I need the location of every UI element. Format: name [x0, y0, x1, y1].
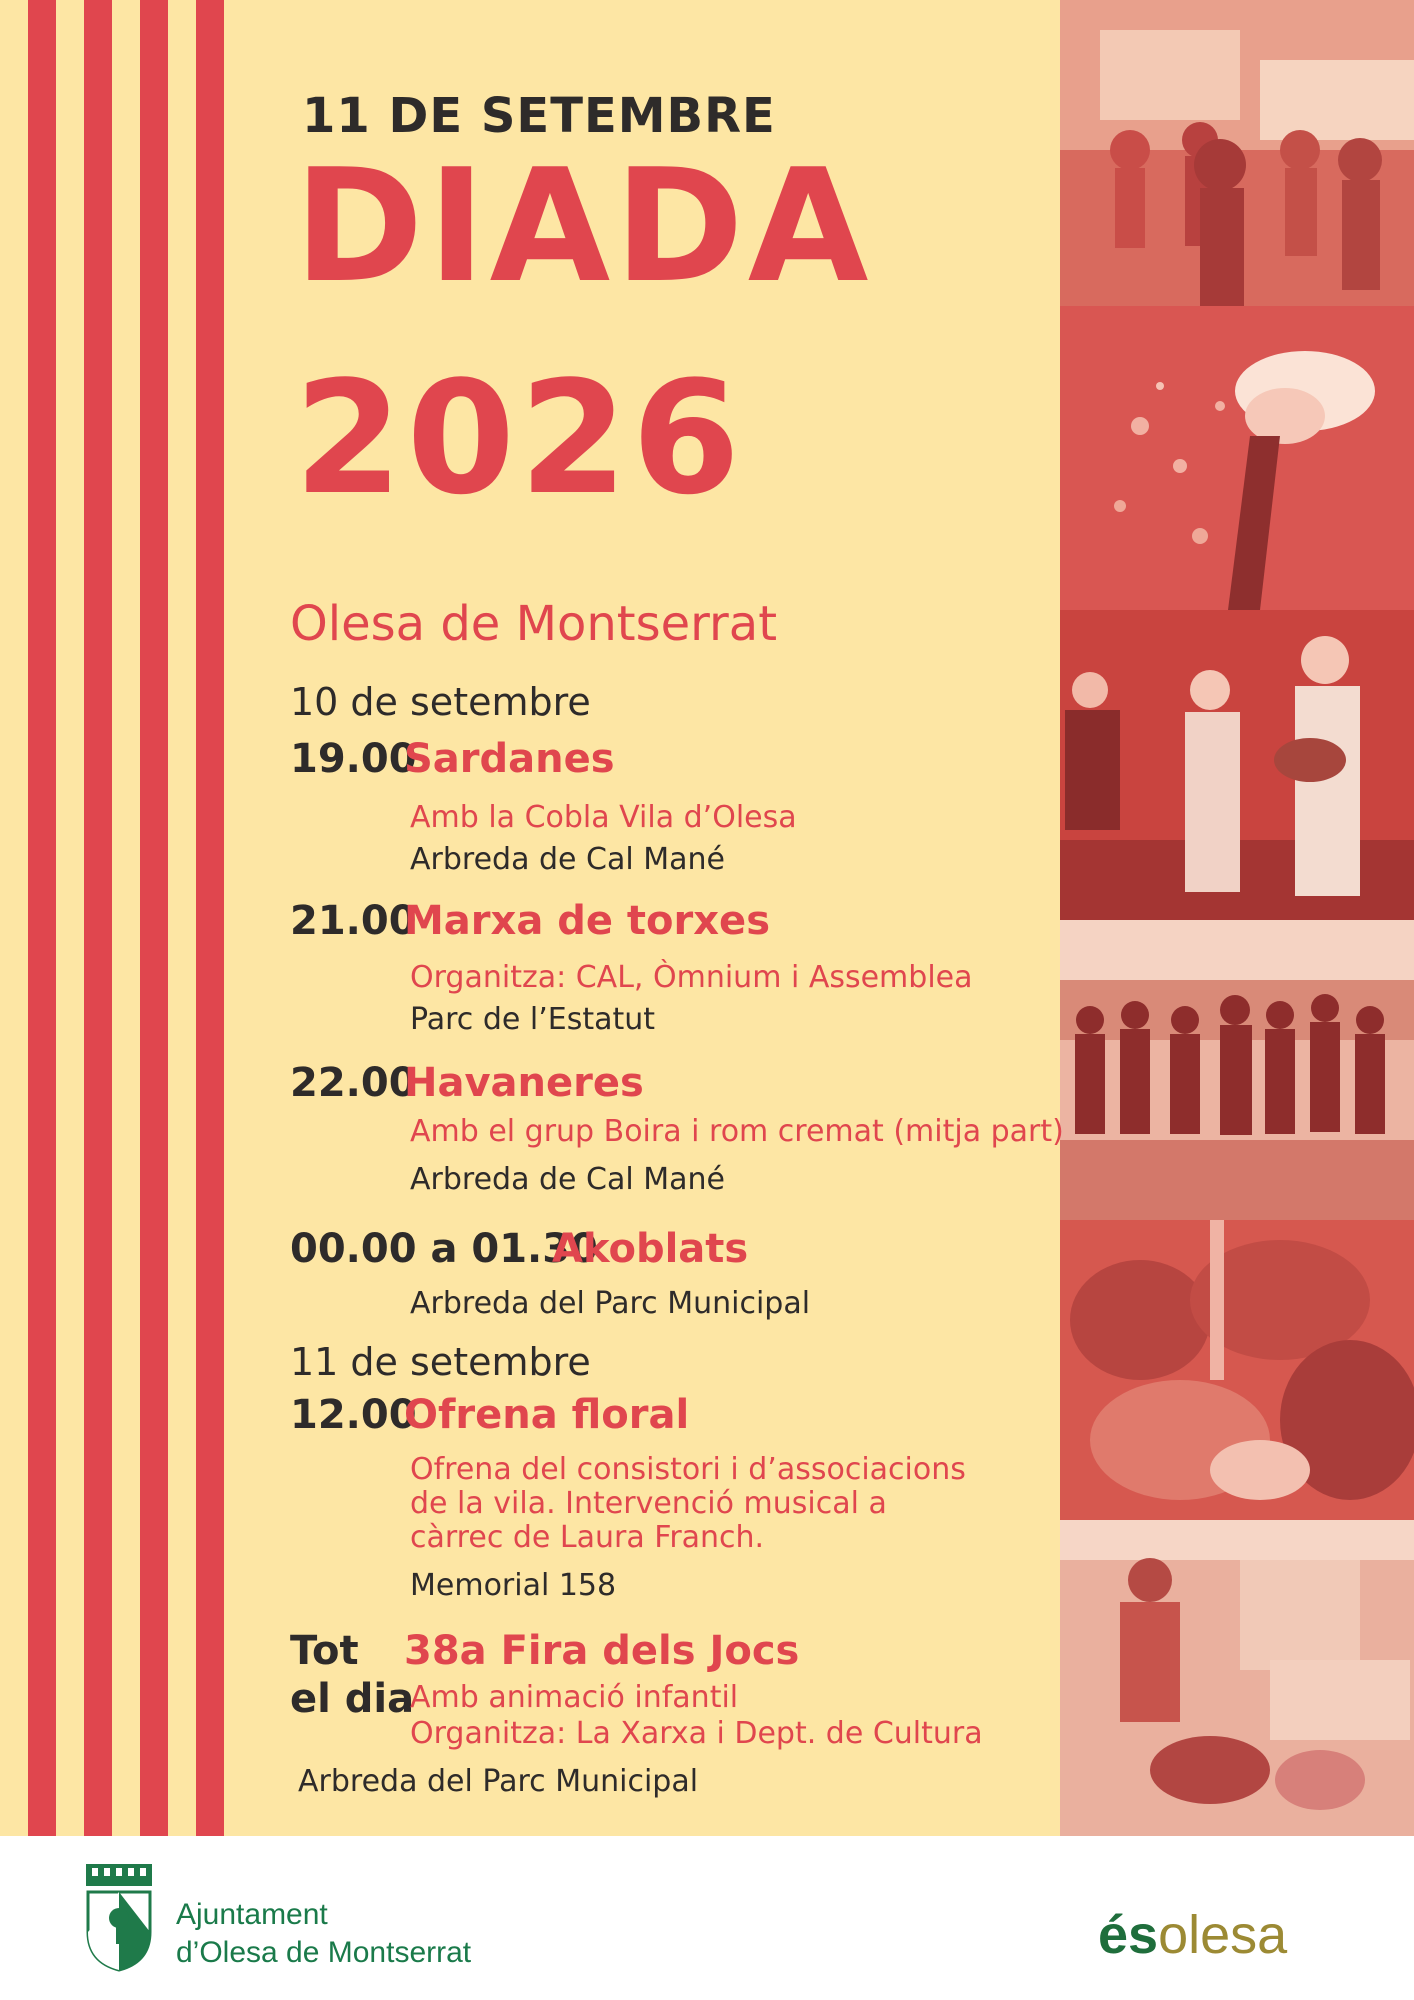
photo-column: [1060, 0, 1414, 1836]
event-title: Sardanes: [404, 736, 615, 782]
event-time: 19.00: [290, 736, 417, 782]
event-title: Marxa de torxes: [404, 898, 770, 944]
event-title: Havaneres: [404, 1060, 644, 1106]
event-title: Ofrena floral: [404, 1392, 690, 1438]
footer: [0, 1836, 1414, 2000]
event-location: Memorial 158: [410, 1568, 617, 1603]
event-location: Arbreda de Cal Mané: [410, 1162, 725, 1197]
event-description: de la vila. Intervenció musical a: [410, 1486, 887, 1521]
stripe: [196, 0, 224, 1836]
event-title: 38a Fira dels Jocs: [404, 1628, 800, 1674]
event-description: Ofrena del consistori i d’associacions: [410, 1452, 966, 1487]
event-description: Amb la Cobla Vila d’Olesa: [410, 800, 797, 835]
ajuntament-name-line1: Ajuntament: [176, 1898, 328, 1931]
event-description: Organitza: CAL, Òmnium i Assemblea: [410, 960, 973, 995]
esolesa-logo-bold: és: [1098, 1905, 1159, 1965]
photo-musicians: [1060, 610, 1414, 920]
esolesa-logo-light: olesa: [1158, 1905, 1288, 1965]
event-time: 00.00 a 01.30: [290, 1226, 598, 1272]
event-description: Amb el grup Boira i rom cremat (mitja part): [410, 1114, 1064, 1149]
event-time: Tot: [290, 1628, 359, 1674]
title-diada: DIADA: [294, 135, 873, 317]
town-name: Olesa de Montserrat: [290, 596, 778, 652]
day-label: 10 de setembre: [290, 680, 591, 724]
event-time: el dia: [290, 1676, 415, 1722]
title-year: 2026: [294, 347, 745, 529]
event-time: 12.00: [290, 1392, 417, 1438]
photo-floral-wreaths: [1060, 1220, 1414, 1520]
esolesa-logo: [1098, 1904, 1287, 1966]
ajuntament-name-line2: d’Olesa de Montserrat: [176, 1936, 472, 1969]
event-title: Akoblats: [552, 1226, 749, 1272]
event-description: Organitza: La Xarxa i Dept. de Cultura: [410, 1716, 983, 1751]
event-location: Arbreda del Parc Municipal: [298, 1764, 699, 1799]
festival-date: 11 DE SETEMBRE: [302, 88, 776, 144]
event-time: 22.00: [290, 1060, 417, 1106]
event-location: Arbreda de Cal Mané: [410, 842, 725, 877]
photo-torch: [1060, 306, 1414, 610]
stripe: [28, 0, 56, 1836]
day-label: 11 de setembre: [290, 1340, 591, 1384]
photo-group-singers: [1060, 920, 1414, 1220]
photo-sardana-dancers: [1060, 0, 1414, 306]
event-location: Parc de l’Estatut: [410, 1002, 656, 1037]
event-description: Amb animació infantil: [410, 1680, 739, 1715]
stripe: [140, 0, 168, 1836]
event-time: 21.00: [290, 898, 417, 944]
stripe: [84, 0, 112, 1836]
photo-kids-games: [1060, 1520, 1414, 1836]
coat-of-arms-icon: [82, 1862, 156, 1972]
event-location: Arbreda del Parc Municipal: [410, 1286, 811, 1321]
event-description: càrrec de Laura Franch.: [410, 1520, 765, 1555]
